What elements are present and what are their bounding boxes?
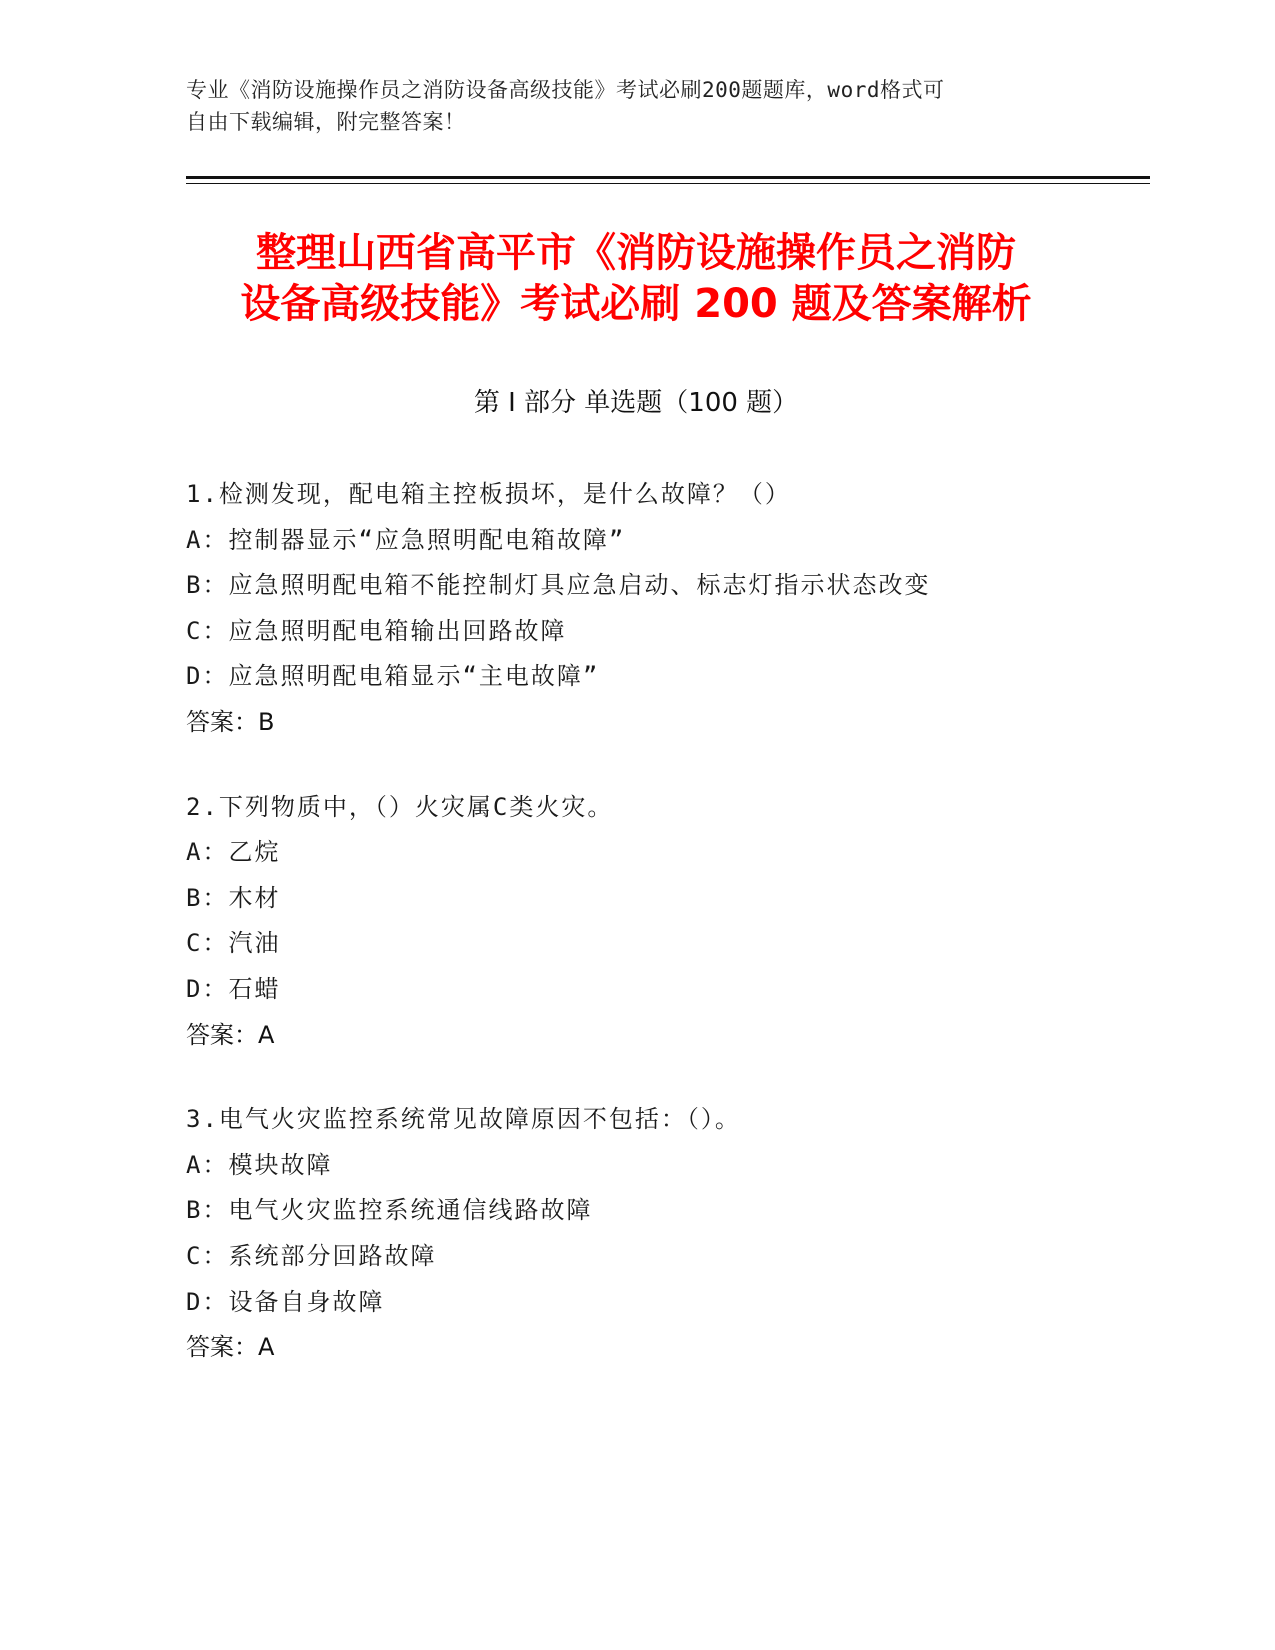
document-title-line-1: 整理山西省高平市《消防设施操作员之消防 [256, 230, 1016, 276]
question-option-a: A：乙烷 [186, 838, 281, 867]
question-option-a: A：控制器显示“应急照明配电箱故障” [186, 525, 626, 554]
question-option-d: D：设备自身故障 [186, 1287, 385, 1316]
question-option-c: C：系统部分回路故障 [186, 1241, 437, 1270]
question-item [186, 785, 1136, 1059]
question-stem: 1.检测发现，配电箱主控板损坏，是什么故障？（） [186, 480, 791, 508]
document-title [186, 228, 1086, 330]
question-option-d: D：应急照明配电箱显示“主电故障” [186, 662, 600, 691]
question-option-d: D：石蜡 [186, 974, 281, 1003]
question-item [186, 1097, 1136, 1371]
question-answer: 答案：B [186, 707, 275, 736]
question-item [186, 472, 1136, 746]
question-option-b: B：应急照明配电箱不能控制灯具应急启动、标志灯指示状态改变 [186, 571, 931, 600]
header-note-line-1: 专业《消防设施操作员之消防设备高级技能》考试必刷200题题库，word格式可 [186, 78, 945, 102]
question-stem: 2.下列物质中，（）火灾属C类火灾。 [186, 792, 614, 821]
header-divider-thin [186, 183, 1150, 184]
question-answer: 答案：A [186, 1020, 275, 1049]
question-answer: 答案：A [186, 1333, 275, 1362]
header-note-line-2: 自由下载编辑，附完整答案！ [186, 110, 466, 134]
question-option-b: B：木材 [186, 883, 281, 912]
header-note [186, 74, 1066, 138]
section-heading: 第 I 部分 单选题（100 题） [473, 388, 799, 418]
question-option-b: B：电气火灾监控系统通信线路故障 [186, 1196, 593, 1225]
header-divider-thick [186, 176, 1150, 179]
question-stem: 3.电气火灾监控系统常见故障原因不包括：（）。 [186, 1105, 741, 1134]
question-option-a: A：模块故障 [186, 1150, 333, 1179]
document-title-line-2: 设备高级技能》考试必刷 200 题及答案解析 [240, 281, 1032, 327]
question-option-c: C：汽油 [186, 929, 281, 958]
question-option-c: C：应急照明配电箱输出回路故障 [186, 616, 567, 645]
question-list [186, 472, 1136, 1410]
